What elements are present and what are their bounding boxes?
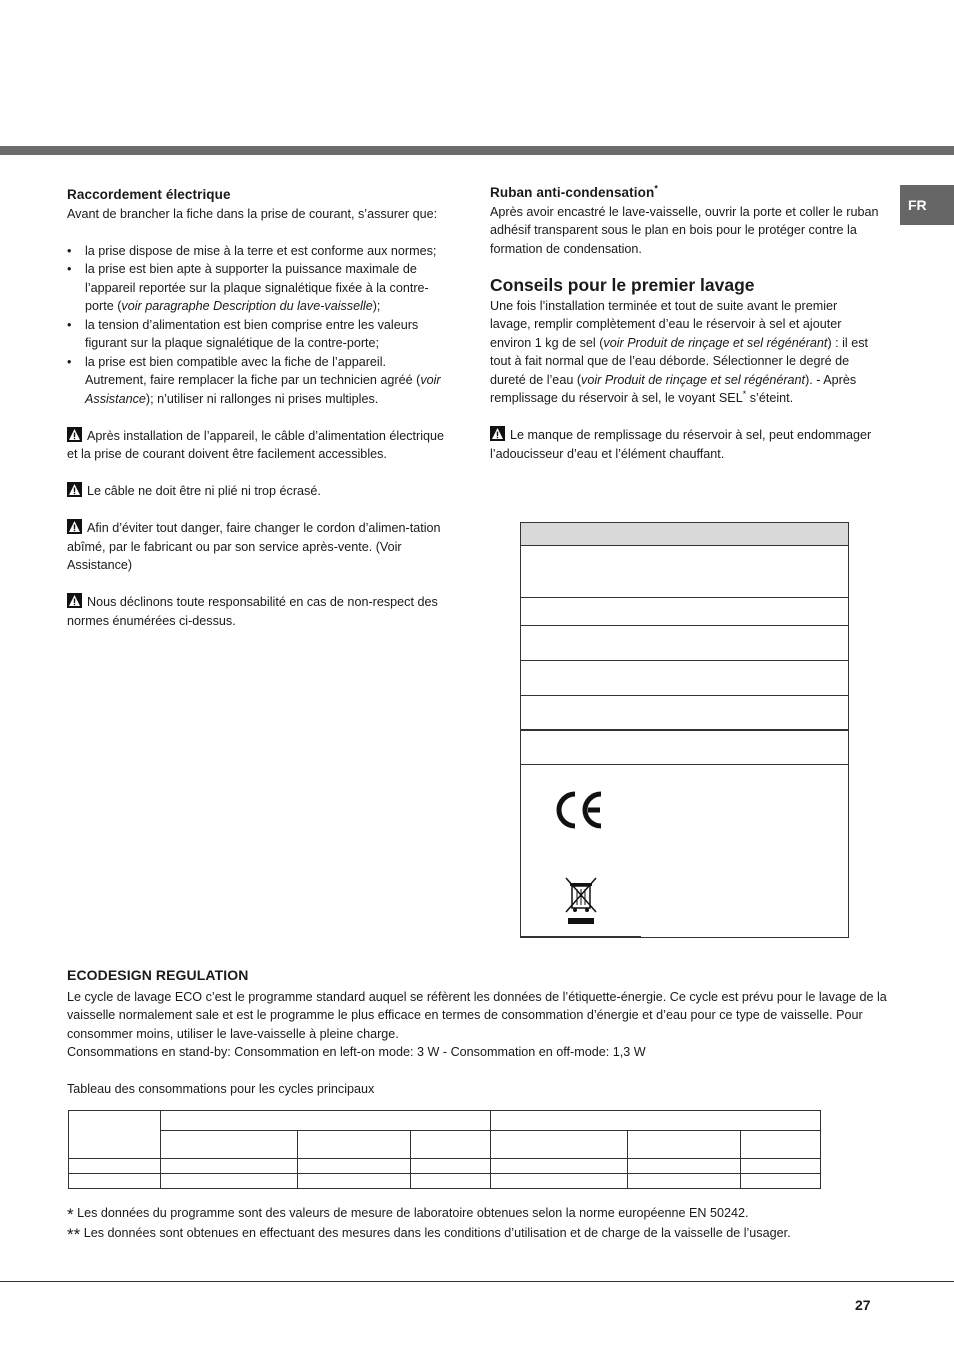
- left-column: [67, 186, 447, 630]
- warning-salt: Le manque de remplissage du réservoir à sel, peut endommager l’adoucisseur d’eau et l’élément chauffant.: [490, 428, 872, 461]
- table-cell: [161, 1111, 491, 1131]
- warning-triangle-icon: [490, 426, 505, 441]
- spec-row: [521, 729, 848, 731]
- spec-row: [521, 695, 848, 696]
- spec-row: [521, 545, 848, 546]
- section-title-first-wash: Conseils pour le premier lavage: [490, 275, 755, 295]
- warning-triangle-icon: [67, 593, 82, 608]
- anti-condensation-text: Après avoir encastré le lave-vaisselle, ouvrir la porte et coller le ruban adhésif transparent sous le plan en bois pour le protéger contre la formation de condensation.: [490, 204, 879, 256]
- standby-consumption: Consommations en stand-by: Consommation en left-on mode: 3 W - Consommation en off-mode: 1,3 W: [67, 1045, 646, 1059]
- page-number: 27: [855, 1297, 871, 1313]
- table-row: [69, 1174, 821, 1189]
- table-cell: [491, 1111, 821, 1131]
- table-cell: [491, 1131, 628, 1159]
- table-cell: [741, 1131, 821, 1159]
- list-item: • la tension d’alimentation est bien comprise entre les valeurs figurant sur la plaque signalétique de la contre-porte;: [67, 316, 447, 353]
- spec-row: [521, 764, 848, 765]
- consumption-table: [68, 1110, 821, 1189]
- warning-triangle-icon: [67, 427, 82, 442]
- section-title-electrical: Raccordement électrique: [67, 187, 231, 202]
- list-item: • la prise est bien apte à supporter la puissance maximale de l’appareil reportée sur la plaque signalétique fixée à la contre-porte (voir paragraphe Description du lave-vaisselle);: [67, 260, 447, 316]
- warning-triangle-icon: [67, 482, 82, 497]
- warning-triangle-icon: [67, 519, 82, 534]
- ecodesign-section: [67, 966, 897, 1099]
- section-title-anti-condensation: Ruban anti-condensation*: [490, 183, 658, 200]
- right-column: [490, 184, 880, 463]
- table-cell: [69, 1111, 161, 1159]
- spec-row: [521, 597, 848, 598]
- warning-liability: Nous déclinons toute responsabilité en cas de non-respect des normes énumérées ci-dessus.: [67, 595, 438, 628]
- section-title-ecodesign: ECODESIGN REGULATION: [67, 967, 249, 983]
- ce-mark-icon: [555, 790, 605, 830]
- spec-table-header: [521, 523, 848, 545]
- top-header-bar: [0, 146, 954, 155]
- warning-cord-replacement: Afin d’éviter tout danger, faire changer le cordon d’alimen-tation abîmé, par le fabricant ou par son service après-vente. (Voir Assistance): [67, 521, 441, 572]
- spec-row: [521, 625, 848, 626]
- footnote-1: * Les données du programme sont des valeurs de mesure de laboratoire obtenues selon la norme européenne EN 50242.: [67, 1205, 749, 1224]
- ecodesign-text: Le cycle de lavage ECO c’est le programme standard auquel se réfèrent les données de l’étiquette-énergie. Ce cycle est prévu pour le lavage de la vaisselle normalement sale et est le programme le plus efficace en termes de consommation d’énergie et d’eau pour ce type de vaisselle. Pour consommer moins, utiliser le lave-vaisselle à pleine charge.: [67, 989, 887, 1041]
- electrical-intro: Avant de brancher la fiche dans la prise de courant, s’assurer que:: [67, 206, 438, 221]
- consumption-table-caption: Tableau des consommations pour les cycles principaux: [67, 1082, 375, 1096]
- first-wash-text: Une fois l’installation terminée et tout de suite avant le premier lavage, remplir complètement d’eau le réservoir à sel et ajouter environ 1 kg de sel (voir Produit de rinçage et sel régénérant) : il est tout à fait normal que de l’eau déborde. Sélectionner le degré de dureté de l’eau (voir Produit de rinçage et sel régénérant). - Après remplissage du réservoir à sel, le voyant SEL* s’éteint.: [490, 298, 869, 405]
- footnotes: [67, 1204, 927, 1244]
- footer-rule: [0, 1281, 954, 1282]
- warning-cable-bend: Le câble ne doit être ni plié ni trop écrasé.: [67, 482, 447, 501]
- list-item: • la prise dispose de mise à la terre et est conforme aux normes;: [67, 242, 447, 261]
- spec-table-underline: [520, 936, 641, 938]
- weee-crossed-bin-icon: [562, 876, 600, 926]
- table-cell: [628, 1131, 741, 1159]
- spec-row: [521, 660, 848, 661]
- list-item: • la prise est bien compatible avec la fiche de l’appareil. Autrement, faire remplacer la fiche par un technicien agréé (voir Assistance); n’utiliser ni rallonges ni prises multiples.: [67, 353, 447, 409]
- table-cell: [161, 1131, 298, 1159]
- table-cell: [298, 1131, 411, 1159]
- language-tab: FR: [900, 185, 954, 225]
- electrical-checklist: [67, 242, 447, 409]
- footnote-2: ** Les données sont obtenues en effectuant des mesures dans les conditions d’utilisation et de charge de la vaisselle de l’usager.: [67, 1225, 791, 1244]
- table-cell: [411, 1131, 491, 1159]
- warning-accessibility: Après installation de l’appareil, le câble d’alimentation électrique et la prise de courant doivent être facilement accessibles.: [67, 428, 445, 461]
- table-row: [69, 1159, 821, 1174]
